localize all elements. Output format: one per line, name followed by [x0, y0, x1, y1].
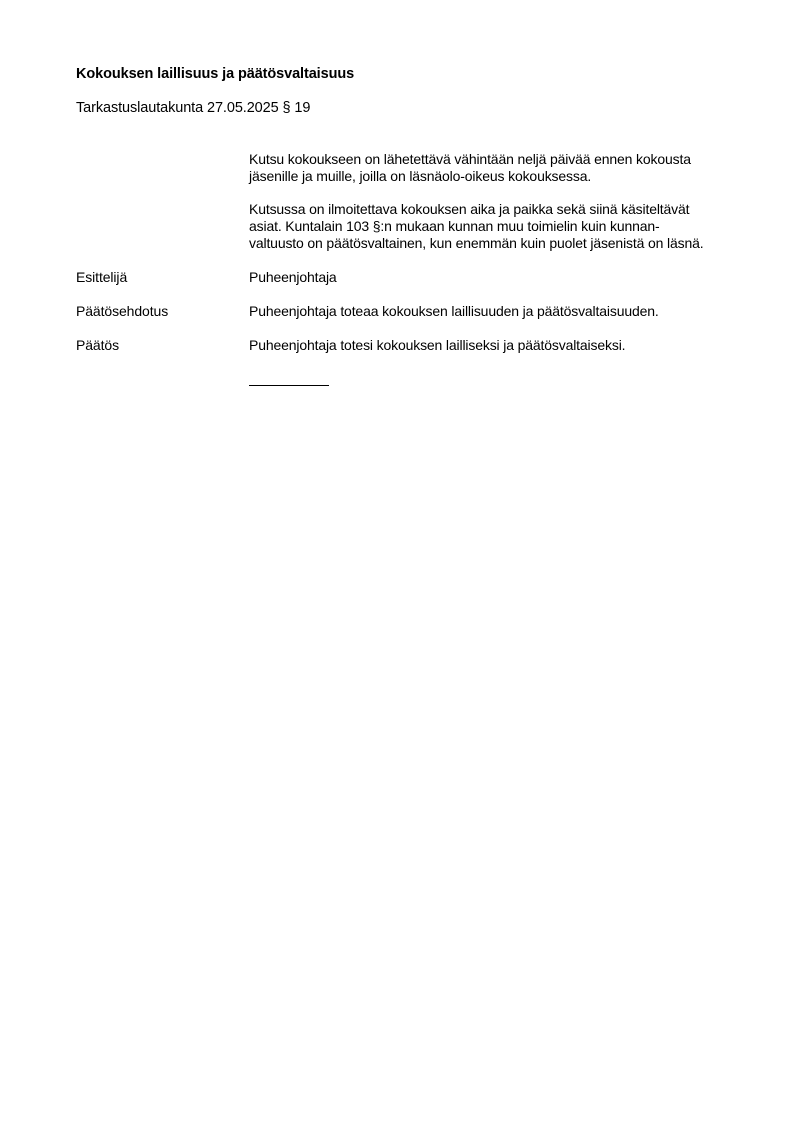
proposal-label: Päätösehdotus: [76, 303, 169, 319]
end-divider: [249, 385, 329, 386]
proposal-value: Puheenjohtaja toteaa kokouksen laillisuuden ja päätösvaltaisuuden.: [249, 303, 659, 319]
decision-label: Päätös: [76, 337, 119, 353]
document-title: Kokouksen laillisuus ja päätösvaltaisuus: [76, 66, 355, 82]
presenter-value: Puheenjohtaja: [249, 269, 337, 285]
body-paragraph: [249, 151, 749, 185]
body-paragraph: [249, 201, 749, 252]
presenter-label: Esittelijä: [76, 269, 128, 285]
paragraph-line: valtuusto on päätösvaltainen, kun enemmän kuin puolet jäsenistä on läsnä.: [249, 235, 704, 251]
paragraph-line: Kutsu kokoukseen on lähetettävä vähintään neljä päivää ennen kokousta: [249, 151, 691, 167]
meeting-reference: Tarkastuslautakunta 27.05.2025 § 19: [76, 100, 311, 116]
paragraph-line: Kutsussa on ilmoitettava kokouksen aika ja paikka sekä siinä käsiteltävät: [249, 201, 690, 217]
paragraph-line: jäsenille ja muille, joilla on läsnäolo-oikeus kokouksessa.: [249, 168, 592, 184]
paragraph-line: asiat. Kuntalain 103 §:n mukaan kunnan muu toimielin kuin kunnan-: [249, 218, 660, 234]
decision-value: Puheenjohtaja totesi kokouksen lailliseksi ja päätösvaltaiseksi.: [249, 337, 626, 353]
